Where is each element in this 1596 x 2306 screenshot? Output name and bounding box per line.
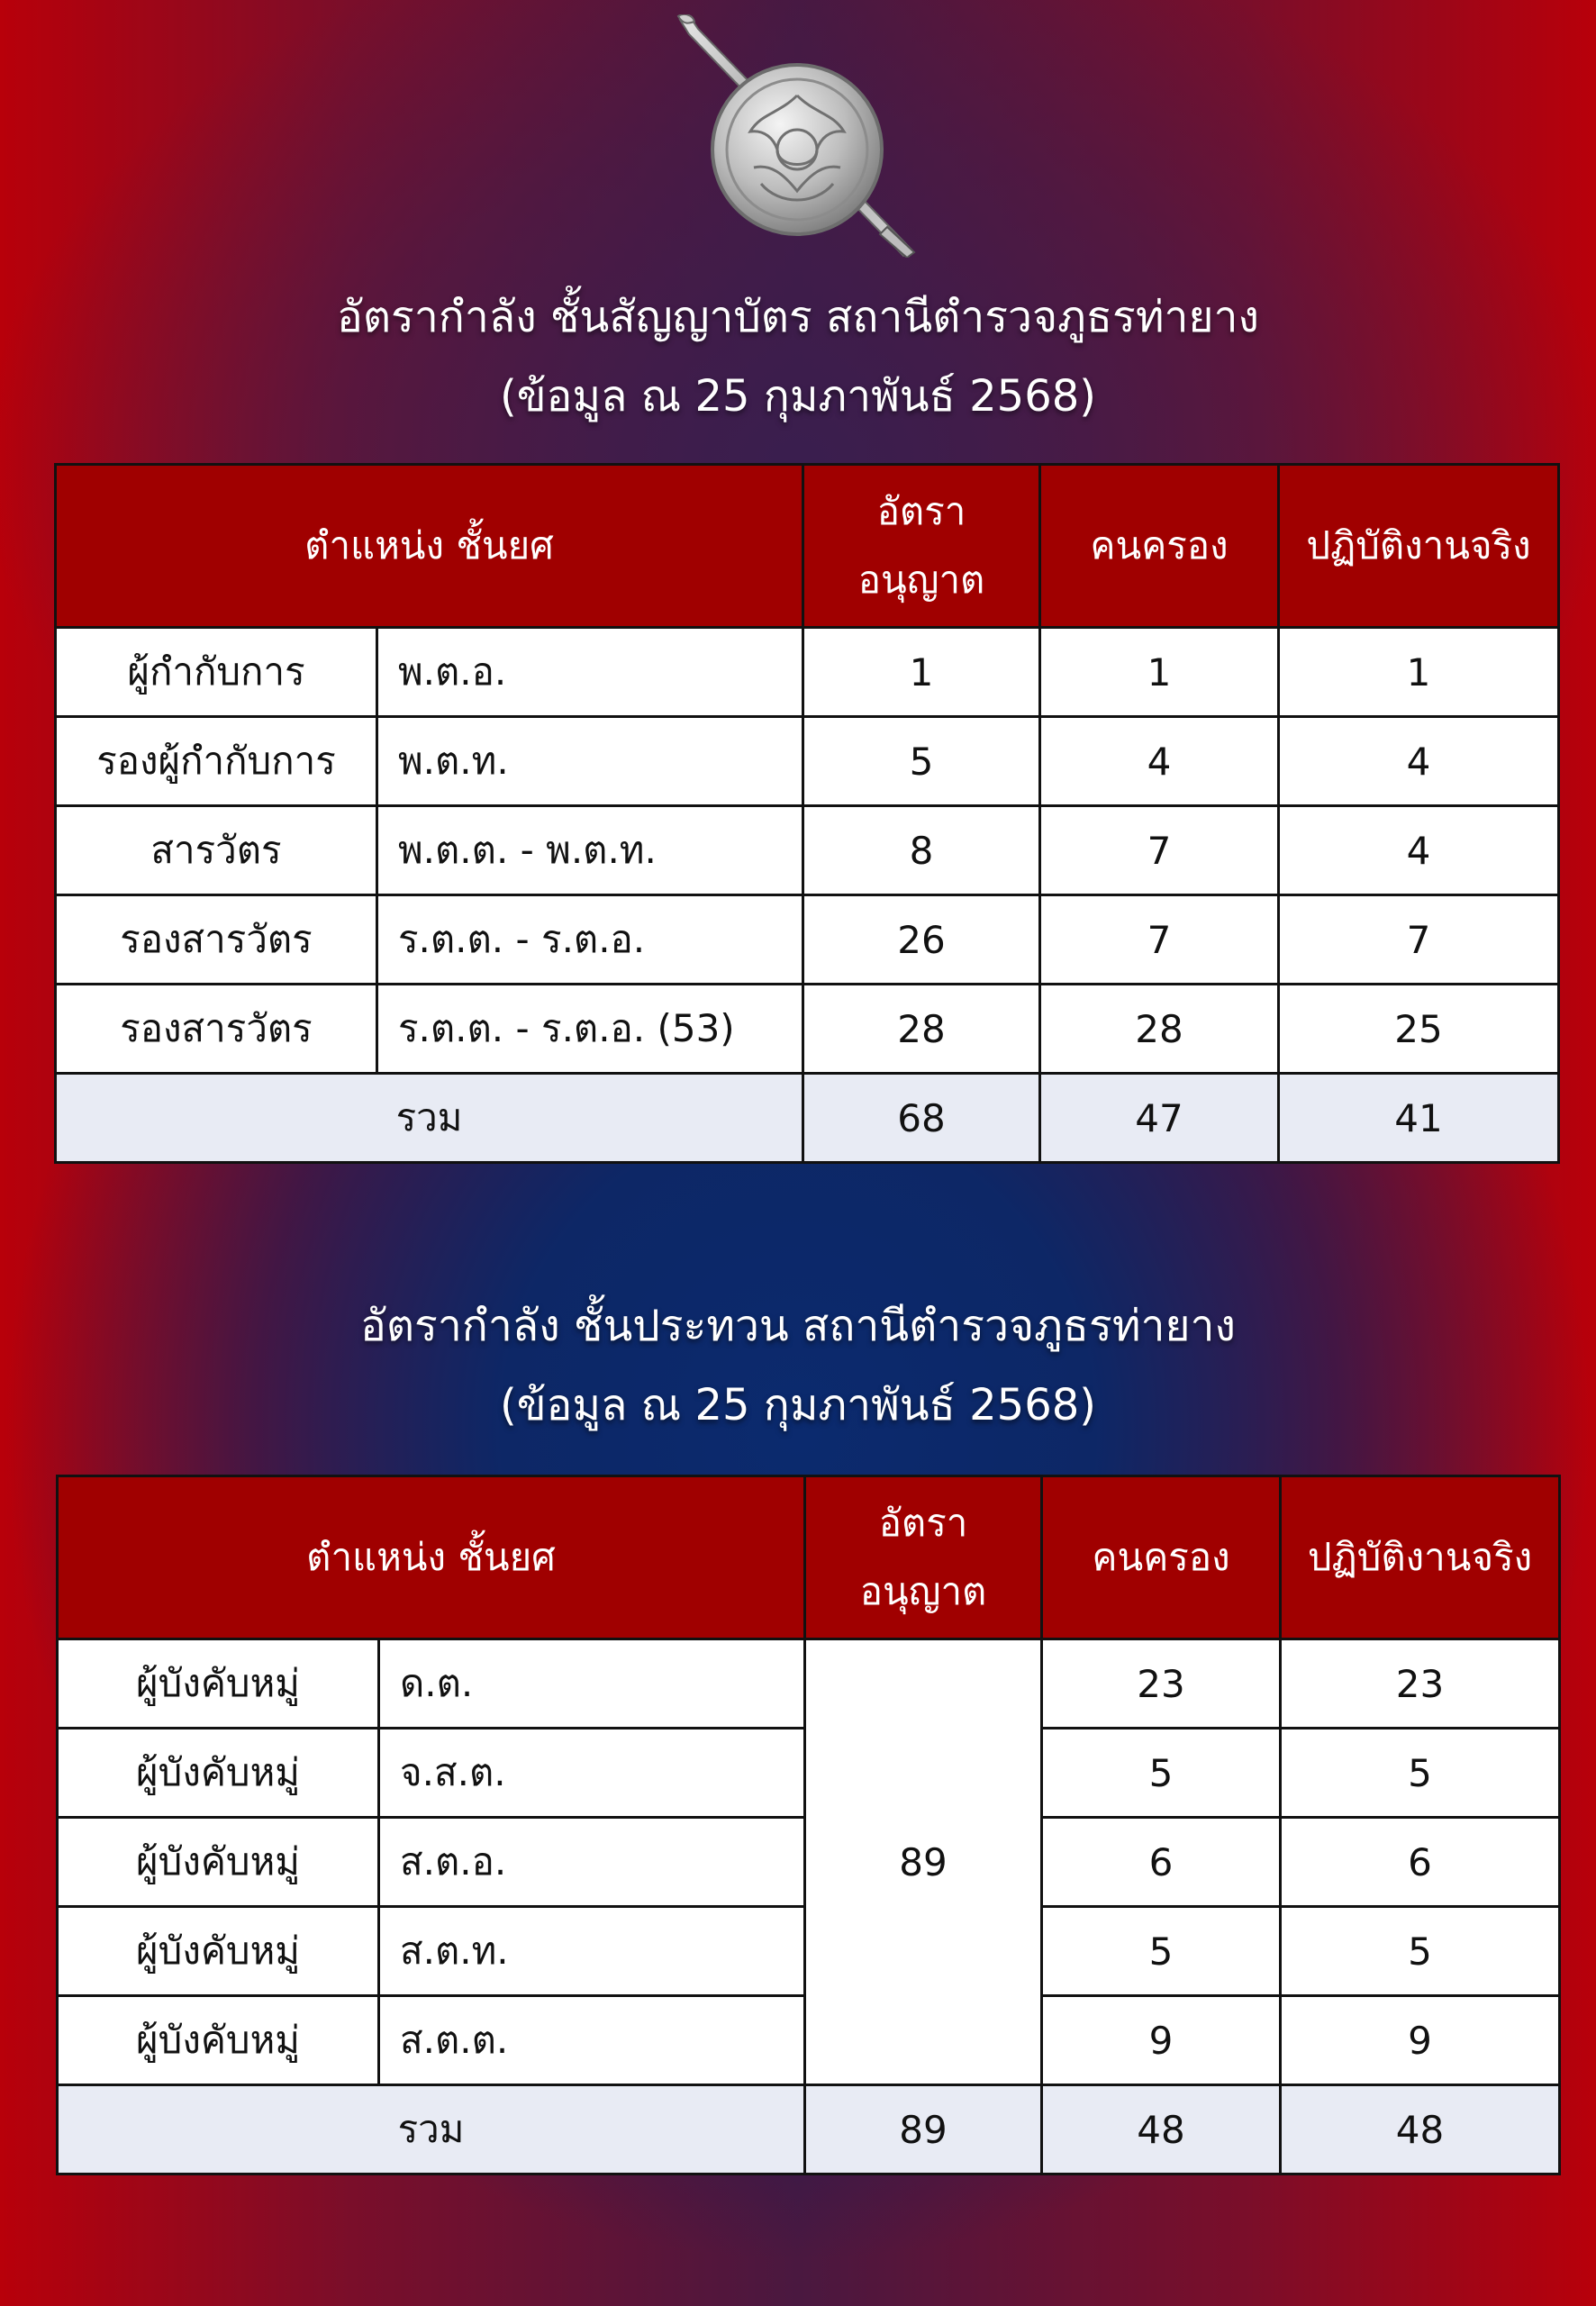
position-cell: รองสารวัตร — [56, 895, 377, 985]
table2-title-line: อัตรากำลัง ชั้นประทวน สถานีตำรวจภูธรท่ายาง — [360, 1301, 1236, 1351]
occupied-cell: 7 — [1040, 806, 1279, 895]
header-quota — [805, 1476, 1042, 1639]
rank-cell: ร.ต.ต. - ร.ต.อ. — [377, 895, 803, 985]
table2-subtitle: (ข้อมูล ณ 25 กุมภาพันธ์ 2568) — [500, 1380, 1096, 1430]
table-header-row — [58, 1476, 1560, 1639]
header-actual: ปฏิบัติงานจริง — [1281, 1476, 1560, 1639]
table1-title-line: อัตรากำลัง ชั้นสัญญาบัตร สถานีตำรวจภูธรท่ายาง — [337, 292, 1259, 342]
actual-cell: 1 — [1279, 628, 1559, 717]
header-position-rank: ตำแหน่ง ชั้นยศ — [56, 465, 803, 628]
rank-cell: ส.ต.ต. — [379, 1996, 805, 2085]
rank-cell: พ.ต.อ. — [377, 628, 803, 717]
actual-cell: 25 — [1279, 985, 1559, 1074]
occupied-cell: 4 — [1040, 717, 1279, 806]
position-cell: ผู้บังคับหมู่ — [58, 1996, 379, 2085]
commissioned-officers-table — [54, 463, 1560, 1164]
header-occupied: คนครอง — [1040, 465, 1279, 628]
quota-cell: 1 — [803, 628, 1040, 717]
rank-cell: จ.ส.ต. — [379, 1729, 805, 1818]
actual-cell: 9 — [1281, 1996, 1560, 2085]
header-quota — [803, 465, 1040, 628]
table-row — [58, 1639, 1560, 1729]
occupied-cell: 5 — [1042, 1907, 1281, 1996]
rank-cell: ส.ต.อ. — [379, 1818, 805, 1907]
table1-title — [0, 277, 1596, 436]
header-quota-line1: อัตรา — [878, 1501, 968, 1545]
rank-cell: ส.ต.ท. — [379, 1907, 805, 1996]
table-row — [56, 806, 1559, 895]
header-quota-line2: อนุญาต — [857, 558, 985, 602]
position-cell: ผู้บังคับหมู่ — [58, 1729, 379, 1818]
table-row — [56, 628, 1559, 717]
position-cell: ผู้กำกับการ — [56, 628, 377, 717]
position-cell: รองผู้กำกับการ — [56, 717, 377, 806]
header-quota-line2: อนุญาต — [859, 1569, 987, 1613]
police-emblem-icon — [671, 14, 923, 258]
total-quota: 89 — [805, 2085, 1042, 2174]
rank-cell: พ.ต.ต. - พ.ต.ท. — [377, 806, 803, 895]
occupied-cell: 7 — [1040, 895, 1279, 985]
total-occupied: 48 — [1042, 2085, 1281, 2174]
table-header-row — [56, 465, 1559, 628]
occupied-cell: 28 — [1040, 985, 1279, 1074]
position-cell: ผู้บังคับหมู่ — [58, 1639, 379, 1729]
position-cell: ผู้บังคับหมู่ — [58, 1907, 379, 1996]
quota-cell: 8 — [803, 806, 1040, 895]
header-actual: ปฏิบัติงานจริง — [1279, 465, 1559, 628]
actual-cell: 6 — [1281, 1818, 1560, 1907]
total-label: รวม — [56, 1074, 803, 1163]
position-cell: ผู้บังคับหมู่ — [58, 1818, 379, 1907]
header-quota-line1: อัตรา — [876, 489, 966, 533]
position-cell: สารวัตร — [56, 806, 377, 895]
occupied-cell: 23 — [1042, 1639, 1281, 1729]
header-position-rank: ตำแหน่ง ชั้นยศ — [58, 1476, 805, 1639]
actual-cell: 23 — [1281, 1639, 1560, 1729]
table-row — [56, 985, 1559, 1074]
total-row — [56, 1074, 1559, 1163]
header-occupied: คนครอง — [1042, 1476, 1281, 1639]
occupied-cell: 6 — [1042, 1818, 1281, 1907]
quota-cell: 5 — [803, 717, 1040, 806]
non-commissioned-officers-table — [56, 1475, 1561, 2175]
rank-cell: ด.ต. — [379, 1639, 805, 1729]
total-row — [58, 2085, 1560, 2174]
table2-title — [0, 1286, 1596, 1445]
occupied-cell: 9 — [1042, 1996, 1281, 2085]
actual-cell: 7 — [1279, 895, 1559, 985]
occupied-cell: 5 — [1042, 1729, 1281, 1818]
actual-cell: 4 — [1279, 806, 1559, 895]
occupied-cell: 1 — [1040, 628, 1279, 717]
total-occupied: 47 — [1040, 1074, 1279, 1163]
table1-subtitle: (ข้อมูล ณ 25 กุมภาพันธ์ 2568) — [500, 371, 1096, 422]
merged-quota-cell: 89 — [805, 1639, 1042, 2085]
total-actual: 41 — [1279, 1074, 1559, 1163]
total-actual: 48 — [1281, 2085, 1560, 2174]
total-quota: 68 — [803, 1074, 1040, 1163]
total-label: รวม — [58, 2085, 805, 2174]
actual-cell: 5 — [1281, 1729, 1560, 1818]
rank-cell: ร.ต.ต. - ร.ต.อ. (53) — [377, 985, 803, 1074]
actual-cell: 5 — [1281, 1907, 1560, 1996]
quota-cell: 28 — [803, 985, 1040, 1074]
position-cell: รองสารวัตร — [56, 985, 377, 1074]
table-row — [56, 895, 1559, 985]
quota-cell: 26 — [803, 895, 1040, 985]
actual-cell: 4 — [1279, 717, 1559, 806]
rank-cell: พ.ต.ท. — [377, 717, 803, 806]
table-row — [56, 717, 1559, 806]
